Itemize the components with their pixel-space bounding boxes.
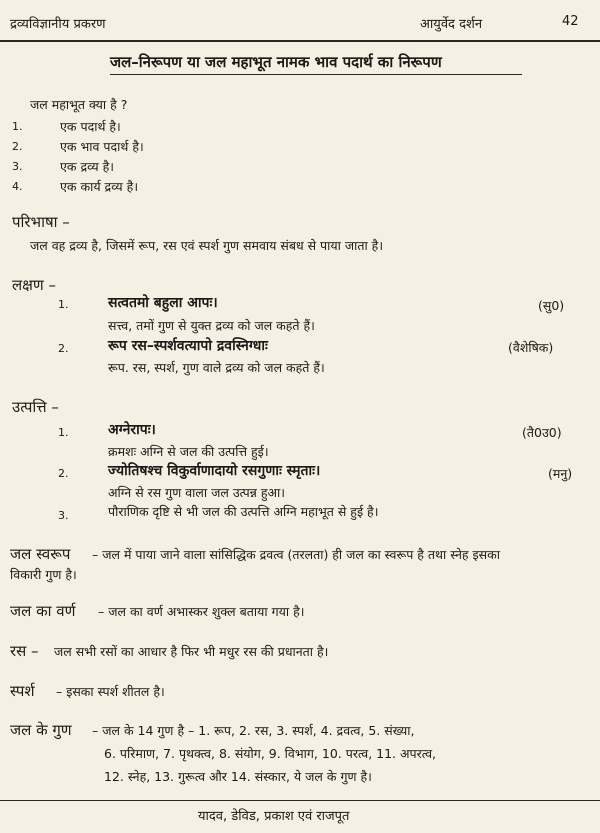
utpatti-reference: (मनु) bbox=[548, 466, 573, 481]
answer-text: एक द्रव्य है। bbox=[60, 159, 114, 174]
lakshan-meaning: रूप. रस, स्पर्श, गुण वाले द्रव्य को जल कहते हैं। bbox=[108, 360, 325, 375]
gun-text: – जल के 14 गुण है – 1. रूप, 2. रस, 3. स्पर्श, 4. द्रवत्व, 5. संख्या, bbox=[92, 723, 415, 738]
header-book-title: आयुर्वेद दर्शन bbox=[420, 17, 483, 32]
question: जल महाभूत क्या है ? bbox=[30, 97, 128, 112]
utpatti-meaning: क्रमशः अग्नि से जल की उत्पत्ति हुई। bbox=[108, 444, 269, 459]
swaroop-heading: जल स्वरूप bbox=[10, 545, 71, 563]
answer-text: एक कार्य द्रव्य है। bbox=[60, 179, 139, 194]
answer-number: 1. bbox=[12, 120, 23, 133]
footer-authors: यादव, डेविड, प्रकाश एवं राजपूत bbox=[198, 809, 350, 824]
lakshan-meaning: सत्त्व, तमों गुण से युक्त द्रव्य को जल कहते हैं। bbox=[108, 318, 315, 333]
utpatti-meaning: अग्नि से रस गुण वाला जल उत्पन्न हुआ। bbox=[108, 485, 286, 500]
utpatti-meaning: पौराणिक दृष्टि से भी जल की उत्पत्ति अग्नि महाभूत से हुई है। bbox=[108, 504, 379, 519]
lakshan-number: 1. bbox=[58, 298, 69, 311]
answer-text: एक पदार्थ है। bbox=[60, 119, 121, 134]
lakshan-reference: (सु0) bbox=[538, 298, 565, 313]
title-underline bbox=[110, 74, 522, 75]
definition-text: जल वह द्रव्य है, जिसमें रूप, रस एवं स्पर्श गुण समवाय संबध से पाया जाता है। bbox=[30, 238, 384, 253]
lakshan-heading: लक्षण – bbox=[12, 276, 57, 294]
utpatti-number: 3. bbox=[58, 509, 69, 522]
utpatti-verse: अग्नेरापः। bbox=[108, 422, 156, 438]
lakshan-verse: सत्वतमो बहुला आपः। bbox=[108, 295, 218, 311]
sparsh-heading: स्पर्श bbox=[10, 682, 35, 700]
ras-text: जल सभी रसों का आधार है फिर भी मधुर रस की प्रधानता है। bbox=[54, 644, 329, 659]
answer-number: 3. bbox=[12, 160, 23, 173]
utpatti-number: 1. bbox=[58, 426, 69, 439]
header-rule bbox=[0, 40, 600, 42]
utpatti-verse: ज्योतिषश्च विकुर्वाणादायो रसगुणाः स्मृताः। bbox=[108, 463, 321, 479]
lakshan-number: 2. bbox=[58, 342, 69, 355]
answer-number: 4. bbox=[12, 180, 23, 193]
gun-heading: जल के गुण bbox=[10, 721, 72, 739]
varna-text: – जल का वर्ण अभास्कर शुक्ल बताया गया है। bbox=[98, 604, 305, 619]
sparsh-text: – इसका स्पर्श शीतल है। bbox=[56, 684, 165, 699]
utpatti-heading: उत्पत्ति – bbox=[12, 398, 59, 416]
ras-heading: रस – bbox=[10, 642, 39, 660]
page-title: जल–निरूपण या जल महाभूत नामक भाव पदार्थ का निरूपण bbox=[110, 53, 442, 71]
header-chapter: द्रव्यविज्ञानीय प्रकरण bbox=[10, 17, 106, 32]
utpatti-number: 2. bbox=[58, 467, 69, 480]
lakshan-verse: रूप रस–स्पर्शवत्यापो द्रवस्निग्धाः bbox=[108, 338, 268, 354]
swaroop-text-continued: विकारी गुण है। bbox=[10, 567, 77, 582]
gun-text-continued: 12. स्नेह, 13. गुरूत्व और 14. संस्कार, ये जल के गुण है। bbox=[104, 769, 372, 784]
answer-number: 2. bbox=[12, 140, 23, 153]
utpatti-reference: (तै0उ0) bbox=[522, 425, 562, 440]
gun-text-continued: 6. परिमाण, 7. पृथक्त्व, 8. संयोग, 9. विभाग, 10. परत्व, 11. अपरत्व, bbox=[104, 746, 436, 761]
answer-text: एक भाव पदार्थ है। bbox=[60, 139, 144, 154]
page-number: 42 bbox=[562, 14, 579, 29]
lakshan-reference: (वैशेषिक) bbox=[508, 340, 554, 355]
definition-heading: परिभाषा – bbox=[12, 213, 70, 231]
varna-heading: जल का वर्ण bbox=[10, 602, 76, 620]
swaroop-text: – जल में पाया जाने वाला सांसिद्धिक द्रवत्व (तरलता) ही जल का स्वरूप है तथा स्नेह इसका bbox=[92, 547, 500, 562]
footer-rule bbox=[0, 800, 600, 801]
